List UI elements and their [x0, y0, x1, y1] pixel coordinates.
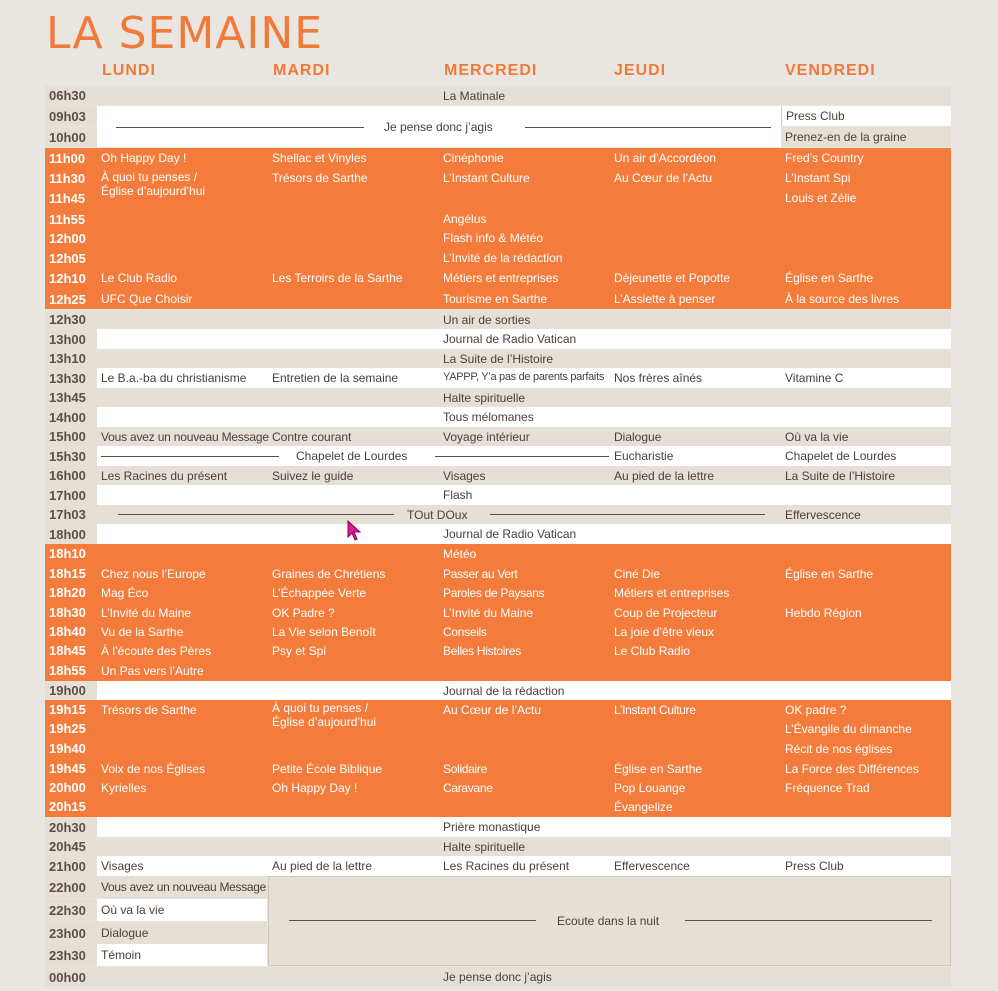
time-label: 13h45 — [49, 390, 86, 405]
program-cell: La Matinale — [443, 89, 506, 103]
time-label: 11h45 — [49, 190, 86, 206]
program-cell: Où va la vie — [101, 903, 165, 917]
program-cell: Halte spirituelle — [443, 391, 526, 405]
schedule-row — [45, 505, 951, 524]
program-cell: À la source des livres — [785, 292, 900, 306]
program-cell: L’Assiette à penser — [614, 292, 716, 306]
program-cell: L’Instant Culture — [614, 703, 696, 717]
divider-line — [435, 456, 609, 457]
time-label: 17h00 — [45, 485, 97, 505]
page-title: LA SEMAINE — [46, 8, 324, 59]
program-cell: Prière monastique — [443, 820, 541, 834]
program-cell: Je pense donc j’agis — [384, 120, 493, 134]
program-cell: Vitamine C — [785, 371, 844, 385]
time-label: 17h03 — [49, 507, 86, 522]
schedule-row — [45, 899, 267, 921]
program-cell: Trésors de Sarthe — [101, 703, 197, 717]
time-label: 13h10 — [49, 351, 86, 366]
program-cell: Prenez-en de la graine — [785, 130, 907, 144]
program-cell: Le Club Radio — [101, 271, 178, 285]
time-label: 12h30 — [49, 312, 86, 327]
program-cell: Au pied de la lettre — [272, 859, 373, 873]
program-cell: Angélus — [443, 212, 487, 226]
program-cell: UFC Que Choisir — [101, 292, 193, 306]
program-cell: Press Club — [785, 859, 844, 873]
time-label: 18h55 — [49, 663, 86, 678]
divider-line — [490, 514, 765, 515]
time-label: 18h45 — [49, 643, 86, 658]
schedule-row — [45, 427, 951, 446]
program-cell: Oh Happy Day ! — [101, 151, 187, 165]
program-cell: Chez nous l’Europe — [101, 567, 206, 581]
program-cell: Les Racines du présent — [443, 859, 570, 873]
schedule-row — [45, 817, 951, 837]
program-cell: Les Terroirs de la Sarthe — [272, 271, 403, 285]
program-cell: Église en Sarthe — [614, 762, 703, 776]
time-label: 19h15 — [49, 702, 86, 717]
program-cell: Flash info & Météo — [443, 231, 544, 245]
schedule-row — [45, 349, 951, 368]
program-cell: Au pied de la lettre — [614, 469, 715, 483]
program-cell: Suivez le guide — [272, 469, 354, 483]
time-label: 19h25 — [49, 721, 86, 736]
program-cell: Métiers et entreprises — [614, 586, 730, 600]
program-cell: Journal de la rédaction — [443, 684, 565, 698]
day-vendredi: VENDREDI — [785, 62, 876, 79]
morning-orange-block — [45, 148, 951, 309]
time-label: 18h00 — [45, 524, 97, 544]
program-cell: Fréquence Trad — [785, 781, 870, 795]
time-label: 23h00 — [49, 925, 86, 941]
program-cell: Témoin — [101, 948, 142, 962]
program-cell: Déjeunette et Popotte — [614, 271, 731, 285]
program-cell: Dialogue — [101, 926, 149, 940]
schedule-row — [45, 856, 951, 876]
time-label: 00h00 — [49, 969, 86, 985]
program-cell: Solidaire — [443, 762, 487, 776]
program-cell: Graines de Chrétiens — [272, 567, 386, 581]
time-label: 14h00 — [45, 407, 97, 427]
divider-line — [118, 514, 394, 515]
press-club-cell — [781, 106, 951, 126]
program-cell: L’Échappée Verte — [272, 586, 367, 600]
time-label: 18h15 — [49, 566, 86, 581]
mouse-cursor-icon — [347, 520, 363, 542]
schedule-row — [45, 407, 951, 427]
program-cell: Chapelet de Lourdes — [296, 449, 408, 463]
program-cell: Récit de nos églises — [785, 742, 893, 756]
program-cell: Journal de Radio Vatican — [443, 527, 577, 541]
schedule-row — [45, 388, 951, 407]
time-label: 19h40 — [49, 741, 86, 756]
time-label: 22h30 — [45, 899, 97, 921]
divider-line — [116, 127, 364, 128]
program-cell: La Suite de l’Histoire — [785, 469, 896, 483]
schedule-row — [45, 922, 267, 944]
program-cell: Effervescence — [614, 859, 690, 873]
time-label: 16h00 — [49, 468, 86, 483]
program-cell: L’Instant Culture — [443, 171, 530, 185]
program-cell: Coup de Projecteur — [614, 606, 718, 620]
time-label: 12h10 — [49, 270, 86, 286]
program-cell: Entretien de la semaine — [272, 371, 399, 385]
program-cell: L’Invité du Maine — [101, 606, 192, 620]
program-cell: Cinéphonie — [443, 151, 504, 165]
program-cell: Un air d’Accordéon — [614, 151, 717, 165]
program-cell: Kyrielles — [101, 781, 147, 795]
schedule-row — [45, 446, 951, 466]
program-cell: À quoi tu penses / — [101, 170, 198, 184]
program-cell: Un Pas vers l’Autre — [101, 664, 204, 678]
schedule-row — [45, 967, 951, 987]
program-cell: Les Racines du présent — [101, 469, 228, 483]
program-cell: Voyage intérieur — [443, 430, 530, 444]
day-mercredi: MERCREDI — [444, 62, 538, 79]
time-label: 19h00 — [45, 681, 97, 700]
schedule-row — [45, 368, 951, 388]
program-cell: Tous mélomanes — [443, 410, 534, 424]
program-cell: Église d’aujourd’hui — [101, 184, 206, 198]
program-cell: Mag Éco — [101, 586, 149, 600]
time-label: 10h00 — [45, 127, 97, 147]
time-label: 18h30 — [49, 605, 86, 620]
day-lundi: LUNDI — [102, 62, 156, 79]
schedule-row — [45, 86, 951, 105]
schedule-row — [45, 837, 951, 856]
program-cell: Tourisme en Sarthe — [443, 292, 548, 306]
program-cell: Effervescence — [785, 508, 861, 522]
program-cell: Visages — [443, 469, 486, 483]
program-cell: Trésors de Sarthe — [272, 171, 368, 185]
time-label: 11h30 — [49, 170, 86, 186]
schedule-row — [45, 944, 267, 966]
time-label: 20h00 — [49, 780, 86, 795]
time-label: 13h30 — [45, 368, 97, 388]
program-cell: Météo — [443, 547, 477, 561]
program-cell: Église en Sarthe — [785, 567, 874, 581]
program-cell: Au Cœur de l’Actu — [443, 703, 542, 717]
night-orange-block — [45, 700, 951, 817]
program-cell: Vous avez un nouveau Message — [101, 880, 267, 894]
program-cell: La Force des Différences — [785, 762, 919, 776]
program-cell: Pop Louange — [614, 781, 686, 795]
time-label: 12h05 — [49, 250, 86, 266]
divider-line — [289, 920, 536, 921]
je-pense-block — [97, 106, 780, 147]
time-label: 15h00 — [49, 429, 86, 444]
time-label: 22h00 — [49, 879, 86, 895]
time-label: 09h03 — [45, 106, 97, 126]
time-label: 18h10 — [49, 546, 86, 561]
program-cell: Église d’aujourd’hui — [272, 715, 377, 729]
schedule-row — [45, 681, 951, 700]
prenez-cell — [781, 127, 951, 147]
program-cell: Caravane — [443, 781, 493, 795]
time-label: 11h00 — [49, 150, 86, 166]
program-cell: L’Invité de la rédaction — [443, 251, 563, 265]
program-cell: Ciné Die — [614, 567, 661, 581]
program-cell: La Suite de l’Histoire — [443, 352, 554, 366]
program-cell: Conseils — [443, 625, 487, 639]
time-label: 18h40 — [49, 624, 86, 639]
program-cell: Évangelize — [614, 800, 673, 814]
program-cell: Nos frères aînés — [614, 371, 703, 385]
time-label: 23h30 — [45, 944, 97, 966]
divider-line — [101, 456, 279, 457]
program-cell: Petite École Biblique — [272, 762, 383, 776]
program-cell: Un air de sorties — [443, 313, 531, 327]
time-label: 20h45 — [49, 839, 86, 854]
program-cell: La Vie selon Benoît — [272, 625, 376, 639]
program-cell: Journal de Radio Vatican — [443, 332, 577, 346]
program-cell: TOut DOux — [407, 508, 468, 522]
time-label: 13h00 — [45, 329, 97, 349]
time-label: 15h30 — [45, 446, 97, 466]
ecoute-block — [268, 876, 951, 966]
schedule-row — [45, 485, 951, 505]
program-cell: Flash — [443, 488, 473, 502]
program-cell: L’Évangile du dimanche — [785, 722, 912, 736]
program-cell: Le B.a.-ba du christianisme — [101, 371, 247, 385]
program-cell: Passer au Vert — [443, 567, 518, 581]
program-cell: Oh Happy Day ! — [272, 781, 358, 795]
program-cell: Chapelet de Lourdes — [785, 449, 897, 463]
time-label: 18h20 — [49, 585, 86, 600]
program-cell: L’Invité du Maine — [443, 606, 534, 620]
program-cell: Voix de nos Églises — [101, 762, 206, 776]
divider-line — [525, 127, 771, 128]
time-label: 20h15 — [49, 799, 86, 814]
program-cell: Belles Histoires — [443, 644, 521, 658]
day-mardi: MARDI — [273, 62, 331, 79]
program-cell: À l’écoute des Pères — [101, 644, 212, 658]
program-cell: Visages — [101, 859, 144, 873]
program-cell: Au Cœur de l’Actu — [614, 171, 713, 185]
program-cell: Métiers et entreprises — [443, 271, 559, 285]
schedule-row — [45, 524, 951, 544]
program-cell: Église en Sarthe — [785, 271, 874, 285]
program-cell: OK Padre ? — [272, 606, 335, 620]
program-cell: Louis et Zélie — [785, 191, 857, 205]
program-cell: Où va la vie — [785, 430, 849, 444]
schedule-row — [45, 310, 951, 329]
time-label: 20h30 — [45, 817, 97, 837]
program-cell: À quoi tu penses / — [272, 701, 369, 715]
program-cell: Hebdo Région — [785, 606, 862, 620]
program-cell: Vu de la Sarthe — [101, 625, 184, 639]
program-cell: Shellac et Vinyles — [272, 151, 367, 165]
program-cell: Le Club Radio — [614, 644, 691, 658]
program-cell: YAPPP, Y’a pas de parents parfaits — [443, 371, 605, 383]
time-label: 12h25 — [49, 291, 86, 307]
program-cell: Je pense donc j’agis — [443, 970, 552, 984]
program-cell: Contre courant — [272, 430, 352, 444]
program-cell: Paroles de Paysans — [443, 586, 545, 600]
program-cell: Fred’s Country — [785, 151, 864, 165]
divider-line — [685, 920, 932, 921]
program-cell: La joie d’être vieux — [614, 625, 715, 639]
program-cell: Halte spirituelle — [443, 840, 526, 854]
schedule-row — [45, 329, 951, 349]
program-cell: Eucharistie — [614, 449, 674, 463]
time-label: 11h55 — [49, 211, 86, 227]
time-label: 12h00 — [49, 230, 86, 246]
program-cell: Dialogue — [614, 430, 662, 444]
program-cell: OK padre ? — [785, 703, 847, 717]
time-label: 06h30 — [49, 88, 86, 103]
program-cell: Vous avez un nouveau Message — [101, 430, 269, 444]
program-cell: L’Instant Spi — [785, 171, 851, 185]
day-jeudi: JEUDI — [614, 62, 667, 79]
schedule-row — [45, 466, 951, 485]
time-label: 19h45 — [49, 761, 86, 776]
program-cell: Ecoute dans la nuit — [557, 914, 660, 928]
program-cell: Psy et Spi — [272, 644, 327, 658]
evening-orange-block — [45, 544, 951, 681]
program-cell: Press Club — [786, 109, 845, 123]
time-label: 21h00 — [45, 856, 97, 876]
